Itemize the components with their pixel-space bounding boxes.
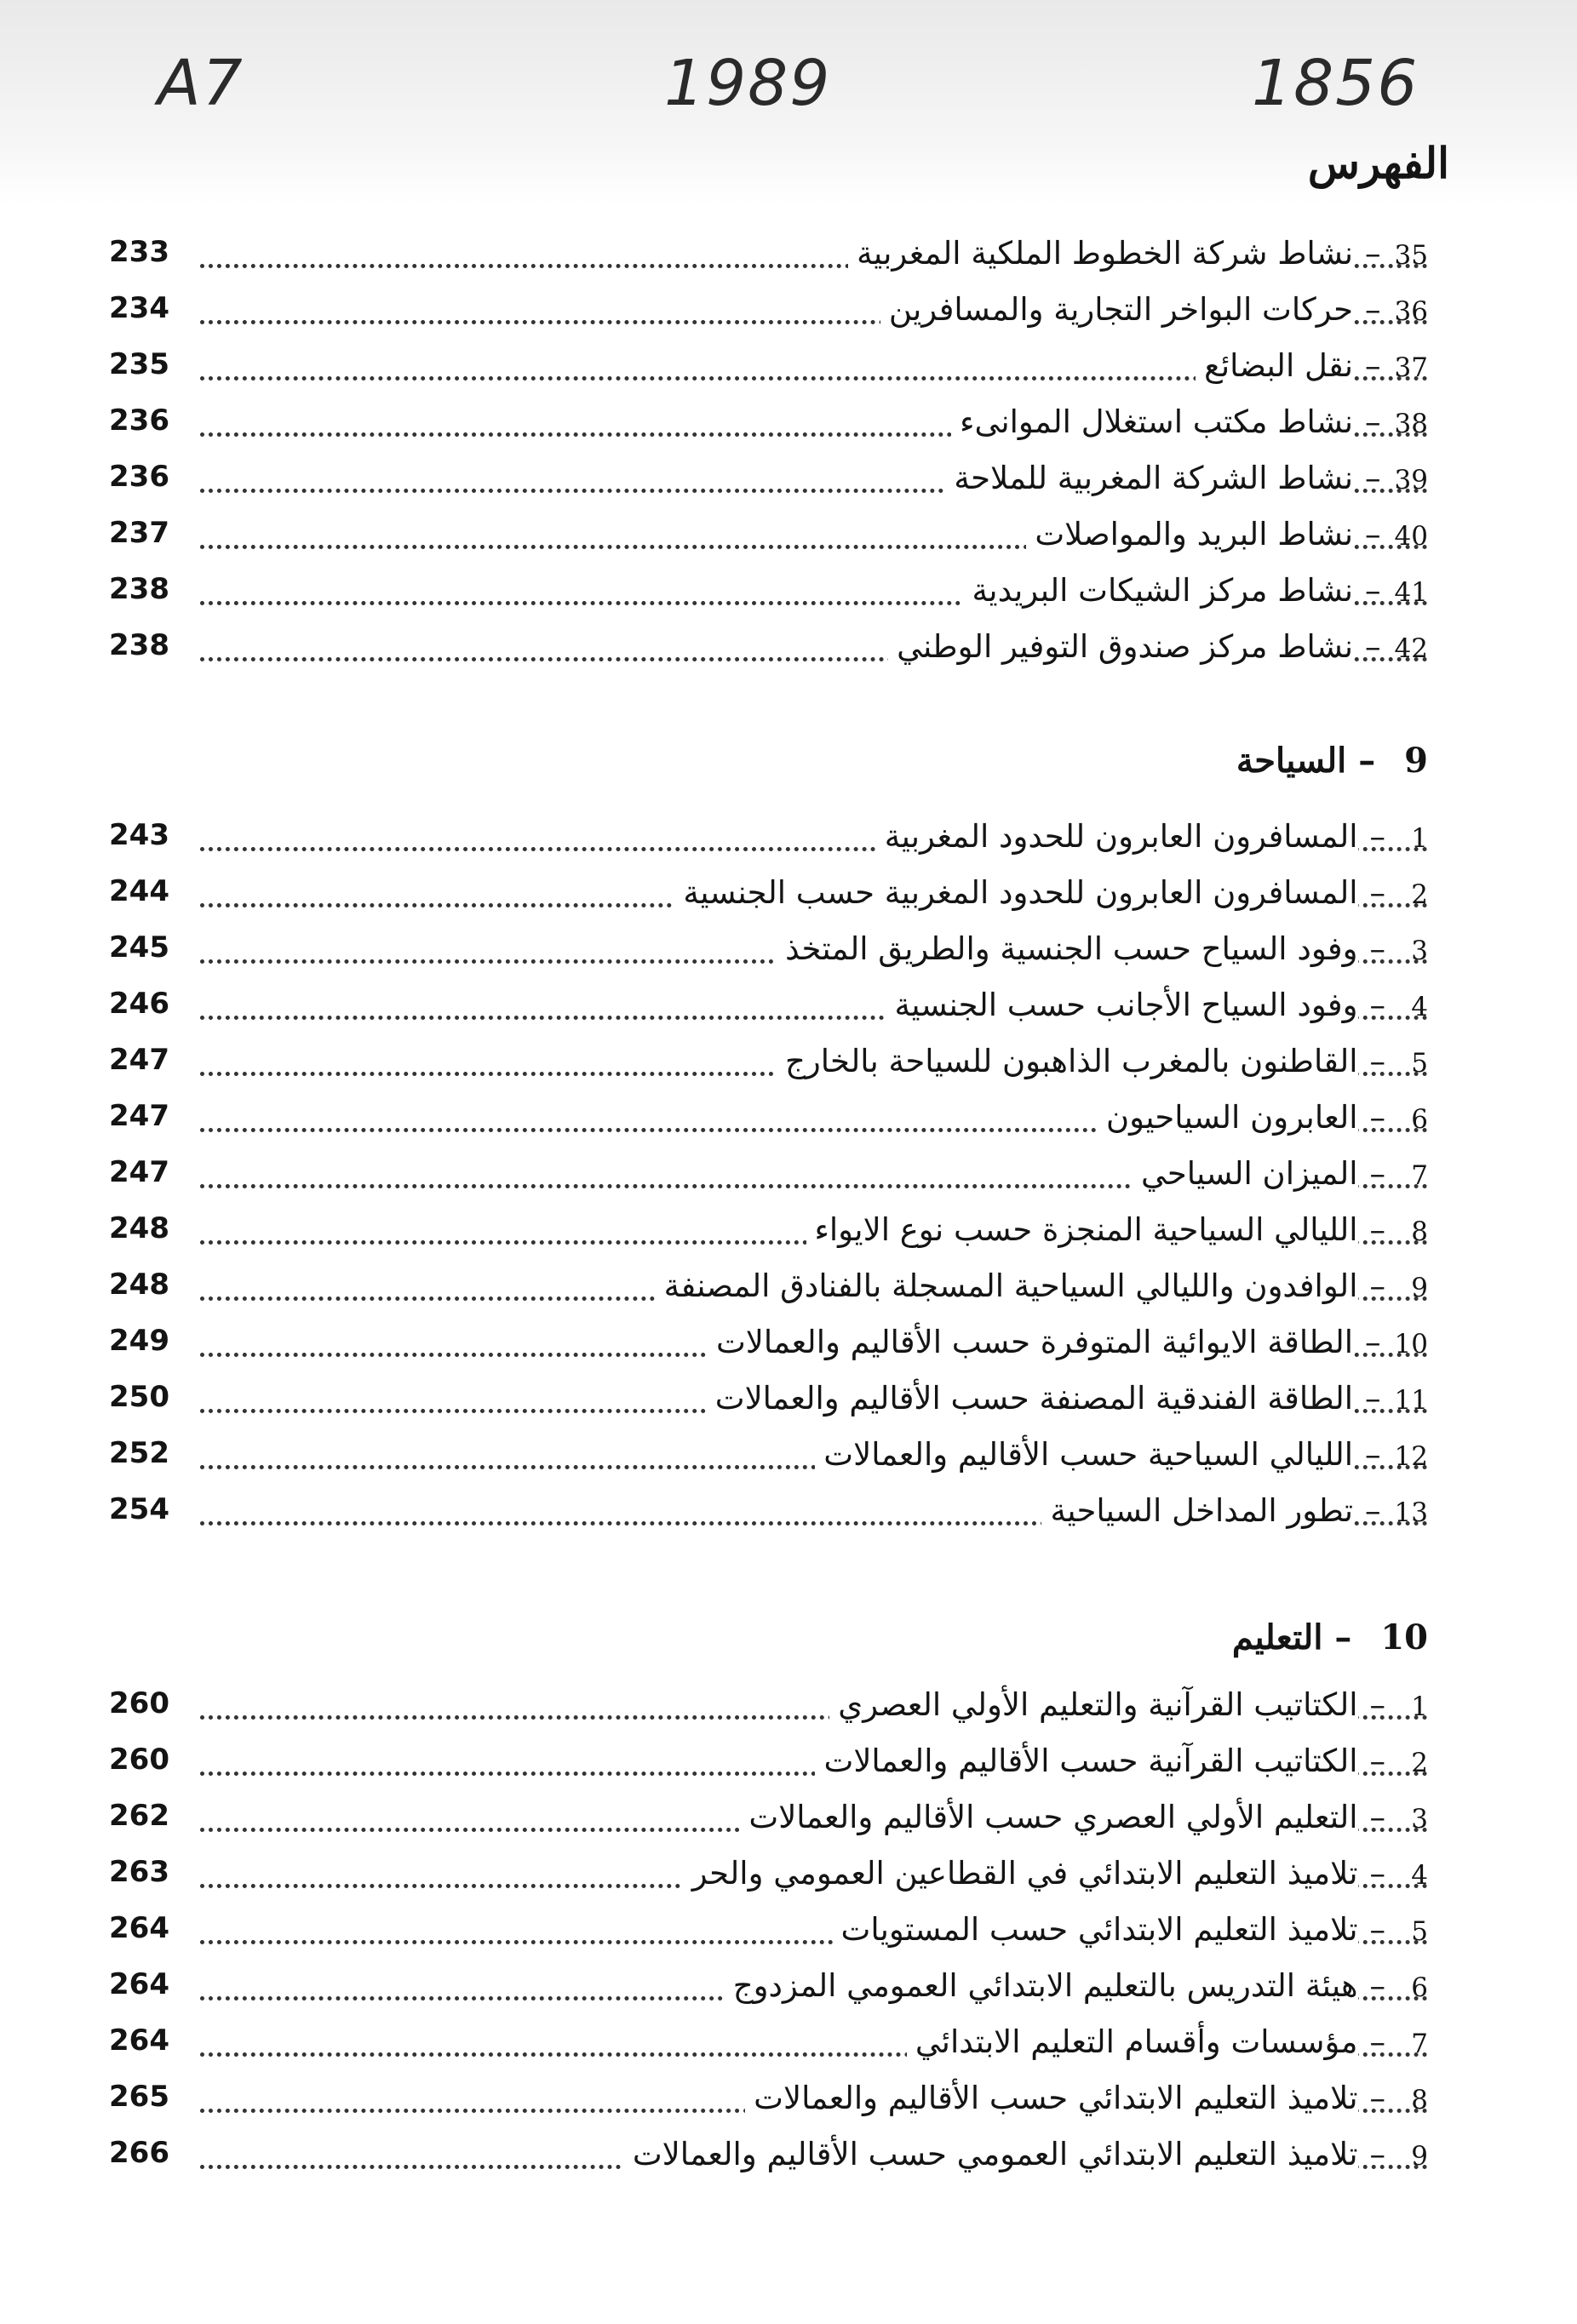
entry-dash: – xyxy=(1369,1099,1385,1136)
section-title-tourism xyxy=(1236,741,1428,781)
toc-entry xyxy=(0,2131,1577,2187)
toc-entry-text xyxy=(888,628,1428,665)
entry-dash: – xyxy=(1365,1324,1381,1360)
toc-entry-line xyxy=(0,1375,1428,1431)
page-number: 243 xyxy=(109,818,169,852)
toc-entry xyxy=(0,869,1577,925)
toc-entry-line xyxy=(0,511,1428,567)
toc-entry-text xyxy=(1026,516,1428,552)
entry-dash: – xyxy=(1369,1686,1385,1723)
entry-dash: – xyxy=(1369,1155,1385,1192)
entry-title: المسافرون العابرون للحدود المغربية xyxy=(876,818,1358,855)
toc-entry-text xyxy=(880,291,1428,328)
toc-entry xyxy=(0,286,1577,342)
toc-entry xyxy=(0,1681,1577,1737)
toc-entry xyxy=(0,1094,1577,1150)
toc-entry xyxy=(0,455,1577,511)
toc-entry xyxy=(0,2075,1577,2131)
entry-dash: – xyxy=(1365,1436,1381,1473)
toc-entry-text xyxy=(945,460,1428,496)
entry-number: 9 xyxy=(1411,1273,1428,1303)
toc-entry-text xyxy=(745,2080,1428,2116)
entry-number: 8 xyxy=(1411,1216,1428,1247)
toc-entry-line xyxy=(0,1962,1428,2018)
toc-entry-text xyxy=(708,1324,1428,1360)
toc-entry xyxy=(0,1487,1577,1543)
entry-title: نشاط مركز الشيكات البريدية xyxy=(963,572,1353,609)
entry-number: 40 xyxy=(1394,521,1428,552)
entry-dash: – xyxy=(1369,1268,1385,1304)
toc-entry-line xyxy=(0,1737,1428,1794)
entry-dash: – xyxy=(1369,818,1385,855)
section-number: 10 xyxy=(1380,1617,1428,1657)
entry-number: 5 xyxy=(1411,1916,1428,1947)
page-number: 247 xyxy=(109,1043,169,1077)
toc-entry-line xyxy=(0,2131,1428,2187)
toc-entry xyxy=(0,1794,1577,1850)
entry-dash: – xyxy=(1365,1492,1381,1529)
entry-title: الليالي السياحية المنجزة حسب نوع الايواء xyxy=(806,1211,1358,1248)
toc-entry-line xyxy=(0,398,1428,455)
section-number: 9 xyxy=(1404,741,1428,781)
toc-entry-line xyxy=(0,925,1428,982)
entry-dash: – xyxy=(1369,874,1385,911)
toc-entry-text xyxy=(815,1743,1428,1779)
entry-number: 37 xyxy=(1394,352,1428,383)
entry-number: 13 xyxy=(1394,1497,1428,1528)
toc-entry xyxy=(0,1319,1577,1375)
entry-number: 3 xyxy=(1411,936,1428,966)
toc-entry xyxy=(0,1038,1577,1094)
toc-entry-text xyxy=(963,572,1428,609)
entry-dash: – xyxy=(1365,516,1381,552)
toc-entry xyxy=(0,1206,1577,1262)
entry-number: 7 xyxy=(1411,2029,1428,2059)
toc-entry-line xyxy=(0,455,1428,511)
page-number: 238 xyxy=(109,628,169,662)
toc-entry-line xyxy=(0,342,1428,398)
toc-entry xyxy=(0,1431,1577,1487)
entry-number: 42 xyxy=(1394,633,1428,664)
entry-number: 5 xyxy=(1411,1048,1428,1079)
toc-entry-line xyxy=(0,1319,1428,1375)
toc-entry-text xyxy=(1133,1155,1428,1192)
page-number: 249 xyxy=(109,1324,169,1358)
section-dash: – xyxy=(1334,1617,1352,1657)
toc-entry-text xyxy=(707,1380,1428,1417)
toc-entry xyxy=(0,1850,1577,1906)
page-number: 236 xyxy=(109,404,169,438)
entry-title: القاطنون بالمغرب الذاهبون للسياحة بالخارج xyxy=(777,1043,1357,1079)
entry-dash: – xyxy=(1365,628,1381,665)
entry-number: 9 xyxy=(1411,2141,1428,2172)
entry-number: 41 xyxy=(1394,577,1428,608)
entry-dash: – xyxy=(1369,1043,1385,1079)
entry-dash: – xyxy=(1369,1799,1385,1835)
entry-number: 11 xyxy=(1394,1385,1428,1416)
toc-entry-text xyxy=(740,1799,1428,1835)
entry-dash: – xyxy=(1365,460,1381,496)
entry-number: 6 xyxy=(1411,1972,1428,2003)
page-number: 244 xyxy=(109,874,169,908)
toc-entry-text xyxy=(833,1911,1428,1948)
page-number: 264 xyxy=(109,1911,169,1945)
page-number: 262 xyxy=(109,1799,169,1833)
toc-entry-text xyxy=(777,930,1428,967)
entry-dash: – xyxy=(1369,1743,1385,1779)
entry-title: مؤسسات وأقسام التعليم الابتدائي xyxy=(907,2023,1358,2060)
toc-entry-line xyxy=(0,286,1428,342)
toc-entry-line xyxy=(0,813,1428,869)
toc-entry-text xyxy=(815,1436,1428,1473)
toc-entry-line xyxy=(0,1850,1428,1906)
toc-entry-line xyxy=(0,1431,1428,1487)
entry-title: تلاميذ التعليم الابتدائي العمومي حسب الأقاليم والعمالات xyxy=(624,2136,1358,2172)
entry-number: 7 xyxy=(1411,1160,1428,1191)
toc-entry-text xyxy=(829,1686,1428,1723)
entry-title: نشاط مكتب استغلال الموانىء xyxy=(951,404,1353,440)
entry-dash: – xyxy=(1365,347,1381,384)
toc-entry xyxy=(0,1906,1577,1962)
toc-entry xyxy=(0,398,1577,455)
entry-number: 35 xyxy=(1394,240,1428,271)
toc-entry-text xyxy=(806,1211,1429,1248)
toc-entry-text xyxy=(656,1268,1428,1304)
entry-title: تلاميذ التعليم الابتدائي حسب الأقاليم والعمالات xyxy=(745,2080,1357,2116)
page-number: 263 xyxy=(109,1855,169,1889)
toc-entry xyxy=(0,813,1577,869)
toc-entry-text xyxy=(1196,347,1428,384)
entry-title: الطاقة الفندقية المصنفة حسب الأقاليم والعمالات xyxy=(707,1380,1353,1417)
entry-dash: – xyxy=(1369,2136,1385,2172)
entry-number: 1 xyxy=(1411,823,1428,854)
entry-title: نشاط شركة الخطوط الملكية المغربية xyxy=(848,235,1353,272)
page-number: 266 xyxy=(109,2136,169,2170)
toc-entry-text xyxy=(886,987,1428,1023)
toc-entry xyxy=(0,982,1577,1038)
toc-entry-line xyxy=(0,1038,1428,1094)
handwritten-note-right: 1856 xyxy=(1252,47,1419,120)
section-title-education xyxy=(1232,1617,1428,1657)
handwritten-note-center: 1989 xyxy=(664,47,832,120)
toc-entry xyxy=(0,1375,1577,1431)
toc-entry-text xyxy=(876,818,1428,855)
toc-entry-line xyxy=(0,869,1428,925)
toc-entry xyxy=(0,342,1577,398)
page-number: 248 xyxy=(109,1211,169,1245)
page-number: 247 xyxy=(109,1155,169,1189)
toc-entry xyxy=(0,925,1577,982)
toc-entry-line xyxy=(0,623,1428,679)
entry-dash: – xyxy=(1369,2080,1385,2116)
entry-dash: – xyxy=(1365,1380,1381,1417)
page-number: 236 xyxy=(109,460,169,494)
section-name: السياحة xyxy=(1236,741,1347,781)
entry-title: نشاط مركز صندوق التوفير الوطني xyxy=(888,628,1353,665)
page-number: 247 xyxy=(109,1099,169,1133)
entry-number: 2 xyxy=(1411,879,1428,910)
entry-title: تطور المداخل السياحية xyxy=(1041,1492,1353,1529)
toc-entry-line xyxy=(0,1906,1428,1962)
entry-title: نقل البضائع xyxy=(1196,347,1353,384)
toc-entry xyxy=(0,230,1577,286)
page-number: 264 xyxy=(109,1967,169,2001)
entry-title: وفود السياح حسب الجنسية والطريق المتخذ xyxy=(777,930,1357,967)
entry-title: تلاميذ التعليم الابتدائي في القطاعين العمومي والحر xyxy=(684,1855,1358,1892)
toc-entry xyxy=(0,567,1577,623)
page-number: 260 xyxy=(109,1686,169,1720)
page-number: 248 xyxy=(109,1268,169,1302)
page-number: 237 xyxy=(109,516,169,550)
entry-dash: – xyxy=(1369,930,1385,967)
toc-list-part1 xyxy=(0,230,1577,679)
entry-title: الليالي السياحية حسب الأقاليم والعمالات xyxy=(815,1436,1353,1473)
entry-number: 38 xyxy=(1394,409,1428,439)
entry-number: 39 xyxy=(1394,465,1428,495)
page-number: 254 xyxy=(109,1492,169,1526)
toc-entry-text xyxy=(674,874,1428,911)
entry-number: 4 xyxy=(1411,1860,1428,1891)
page-number: 252 xyxy=(109,1436,169,1470)
entry-dash: – xyxy=(1365,291,1381,328)
toc-entry-line xyxy=(0,2075,1428,2131)
entry-title: الطاقة الايوائية المتوفرة حسب الأقاليم والعمالات xyxy=(708,1324,1353,1360)
entry-title: نشاط الشركة المغربية للملاحة xyxy=(945,460,1353,496)
page-number: 238 xyxy=(109,572,169,606)
entry-number: 12 xyxy=(1394,1441,1428,1472)
entry-number: 6 xyxy=(1411,1104,1428,1135)
toc-entry-text xyxy=(907,2023,1428,2060)
handwritten-note-left: A7 xyxy=(158,47,244,120)
toc-entry xyxy=(0,623,1577,679)
entry-dash: – xyxy=(1365,235,1381,272)
entry-title: التعليم الأولي العصري حسب الأقاليم والعمالات xyxy=(740,1799,1357,1835)
toc-entry-text xyxy=(684,1855,1428,1892)
entry-number: 36 xyxy=(1394,296,1428,327)
entry-dash: – xyxy=(1365,572,1381,609)
toc-entry-text xyxy=(777,1043,1428,1079)
entry-title: وفود السياح الأجانب حسب الجنسية xyxy=(886,987,1357,1023)
entry-title: نشاط البريد والمواصلات xyxy=(1026,516,1353,552)
page-number: 246 xyxy=(109,987,169,1021)
toc-entry-line xyxy=(0,982,1428,1038)
toc-entry xyxy=(0,1962,1577,2018)
entry-number: 1 xyxy=(1411,1691,1428,1722)
toc-entry xyxy=(0,1737,1577,1794)
toc-entry-text xyxy=(1041,1492,1428,1529)
toc-entry-text xyxy=(1098,1099,1428,1136)
toc-entry xyxy=(0,1262,1577,1319)
page-number: 265 xyxy=(109,2080,169,2114)
toc-entry-line xyxy=(0,230,1428,286)
entry-number: 4 xyxy=(1411,992,1428,1022)
toc-entry-line xyxy=(0,1094,1428,1150)
entry-title: الوافدون والليالي السياحية المسجلة بالفنادق المصنفة xyxy=(656,1268,1358,1304)
toc-entry-line xyxy=(0,1794,1428,1850)
toc-entry-line xyxy=(0,2018,1428,2075)
entry-dash: – xyxy=(1369,1967,1385,2004)
page-title: الفهرس xyxy=(1307,138,1449,188)
toc-entry-line xyxy=(0,1681,1428,1737)
entry-title: المسافرون العابرون للحدود المغربية حسب الجنسية xyxy=(674,874,1357,911)
entry-dash: – xyxy=(1365,404,1381,440)
toc-entry-text xyxy=(725,1967,1428,2004)
entry-number: 2 xyxy=(1411,1748,1428,1778)
section-dash: – xyxy=(1358,741,1376,781)
toc-entry xyxy=(0,1150,1577,1206)
toc-list-education xyxy=(0,1681,1577,2187)
page-number: 264 xyxy=(109,2023,169,2058)
entry-title: الميزان السياحي xyxy=(1133,1155,1357,1192)
entry-title: الكتاتيب القرآنية حسب الأقاليم والعمالات xyxy=(815,1743,1357,1779)
toc-list-tourism xyxy=(0,813,1577,1543)
toc-entry-text xyxy=(951,404,1428,440)
entry-title: حركات البواخر التجارية والمسافرين xyxy=(880,291,1353,328)
entry-number: 3 xyxy=(1411,1804,1428,1835)
toc-entry-line xyxy=(0,567,1428,623)
entry-title: تلاميذ التعليم الابتدائي حسب المستويات xyxy=(833,1911,1358,1948)
page-number: 233 xyxy=(109,235,169,269)
entry-dash: – xyxy=(1369,1855,1385,1892)
page-number: 250 xyxy=(109,1380,169,1414)
entry-title: هيئة التدريس بالتعليم الابتدائي العمومي المزدوج xyxy=(725,1967,1358,2004)
entry-title: العابرون السياحيون xyxy=(1098,1099,1358,1136)
toc-entry-line xyxy=(0,1206,1428,1262)
entry-dash: – xyxy=(1369,987,1385,1023)
page-number: 235 xyxy=(109,347,169,381)
toc-entry xyxy=(0,511,1577,567)
entry-dash: – xyxy=(1369,2023,1385,2060)
page-number: 260 xyxy=(109,1743,169,1777)
toc-entry-line xyxy=(0,1262,1428,1319)
entry-number: 10 xyxy=(1394,1329,1428,1359)
toc-entry xyxy=(0,2018,1577,2075)
entry-dash: – xyxy=(1369,1911,1385,1948)
toc-entry-line xyxy=(0,1487,1428,1543)
toc-entry-line xyxy=(0,1150,1428,1206)
page-number: 245 xyxy=(109,930,169,965)
section-name: التعليم xyxy=(1231,1617,1323,1657)
toc-entry-text xyxy=(848,235,1428,272)
entry-number: 8 xyxy=(1411,2085,1428,2115)
toc-entry-text xyxy=(624,2136,1428,2172)
page-number: 234 xyxy=(109,291,169,325)
entry-dash: – xyxy=(1369,1211,1385,1248)
entry-title: الكتاتيب القرآنية والتعليم الأولي العصري xyxy=(829,1686,1357,1723)
